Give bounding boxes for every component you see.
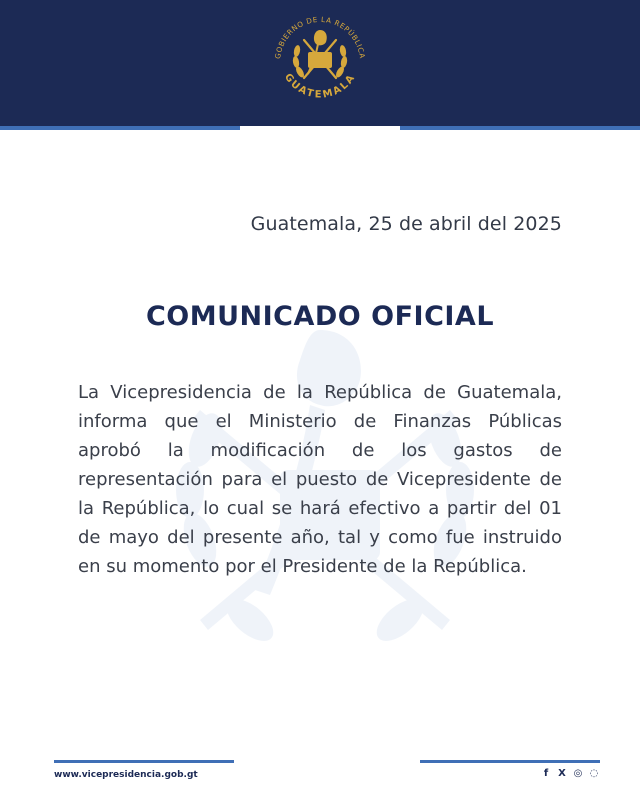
seal-text-top: GOBIERNO DE LA REPÚBLICA [273, 14, 367, 60]
website-link[interactable]: www.vicepresidencia.gob.gt [54, 770, 198, 780]
header-accent-rule-right [400, 126, 640, 130]
header-accent-rule-left [0, 126, 240, 130]
document-body: La Vicepresidencia de la República de Guatemala, informa que el Ministerio de Finanzas Públicas aprobó la modificación de los gastos de representación para el puesto de Vicepresidente de la República, lo cual se hará efectivo a partir del 01 de mayo del presente año, tal y como fue instruido en su momento por el Presidente de la República. [78, 382, 562, 577]
facebook-icon[interactable]: f [543, 768, 549, 779]
footer-accent-rule-left [54, 760, 234, 763]
seal-text-bottom: GUATEMALA [281, 71, 359, 101]
coat-of-arms-seal [260, 0, 380, 120]
header-banner [0, 0, 640, 126]
document-title: COMUNICADO OFICIAL [145, 301, 495, 332]
whatsapp-icon[interactable]: ◌ [589, 768, 599, 779]
social-links [540, 768, 600, 780]
date-line: Guatemala, 25 de abril del 2025 [250, 213, 562, 235]
footer-accent-rule-right [420, 760, 600, 763]
svg-text:GUATEMALA [282, 72, 358, 101]
instagram-icon[interactable]: ◎ [573, 768, 583, 779]
x-icon[interactable]: X [558, 768, 566, 779]
